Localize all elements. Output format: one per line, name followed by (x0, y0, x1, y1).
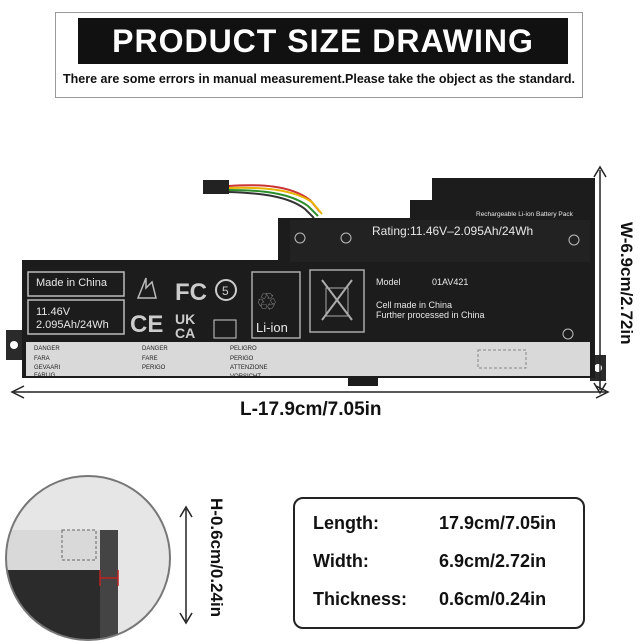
warning-label: PERIGO (142, 365, 166, 371)
spec-row-width (313, 551, 546, 572)
spec-value: 17.9cm/7.05in (439, 513, 557, 533)
warning-strip (26, 342, 590, 376)
spec-value: 0.6cm/0.24in (439, 589, 547, 609)
warning-label: GEVAARI (34, 365, 61, 371)
warning-label: PELIGRO (230, 346, 257, 352)
warning-label: FARLIG (34, 373, 56, 379)
height-dimension-label: H-0.6cm/0.24in (207, 498, 226, 618)
length-dimension-label: L-17.9cm/7.05in (240, 399, 382, 420)
li-ion-text: Li-ion (256, 320, 288, 335)
cell-origin-text: Cell made in China (376, 300, 453, 310)
spec-box (293, 497, 585, 629)
capacity-text: 2.095Ah/24Wh (36, 319, 109, 331)
spec-row-thickness (313, 589, 546, 610)
spec-row-length (313, 513, 556, 534)
warning-label: DANGER (34, 346, 60, 352)
svg-text:♲: ♲ (256, 289, 278, 316)
spec-value: 6.9cm/2.72in (439, 551, 547, 571)
connector-plug (203, 180, 229, 194)
pack-type-text: Rechargeable Li-ion Battery Pack (476, 211, 573, 218)
warning-label: DANGER (142, 346, 168, 352)
svg-text:UK: UK (175, 311, 196, 327)
model-value: 01AV421 (432, 277, 469, 287)
width-dimension-label: W-6.9cm/2.72in (617, 222, 636, 345)
warning-label: ATTENZIONE (230, 365, 268, 371)
warning-label: PERIGO (230, 356, 254, 362)
height-dimension-line (176, 505, 196, 625)
warning-label: FARA (34, 356, 50, 362)
spec-label: Length: (313, 513, 379, 533)
svg-text:CA: CA (175, 325, 196, 341)
warning-label: FARE (142, 356, 158, 362)
spec-label: Width: (313, 551, 369, 571)
voltage-text: 11.46V (36, 306, 71, 318)
page-title: PRODUCT SIZE DRAWING (112, 22, 534, 59)
svg-text:5: 5 (222, 284, 229, 298)
thickness-detail-view (0, 470, 175, 641)
warning-label: VORSICHT (230, 374, 262, 380)
rating-text: Rating:11.46V–2.095Ah/24Wh (372, 224, 534, 238)
title-banner (78, 18, 568, 64)
further-processed-text: Further processed in China (376, 310, 485, 320)
svg-text:FC: FC (175, 279, 207, 306)
spec-label: Thickness: (313, 589, 408, 609)
made-in-text: Made in China (36, 277, 107, 289)
battery-illustration (0, 160, 620, 390)
subtitle: There are some errors in manual measurement.Please take the object as the standard. (62, 72, 575, 86)
model-label: Model (376, 277, 401, 287)
width-dimension-line (590, 165, 610, 395)
svg-text:CE: CE (130, 311, 164, 338)
